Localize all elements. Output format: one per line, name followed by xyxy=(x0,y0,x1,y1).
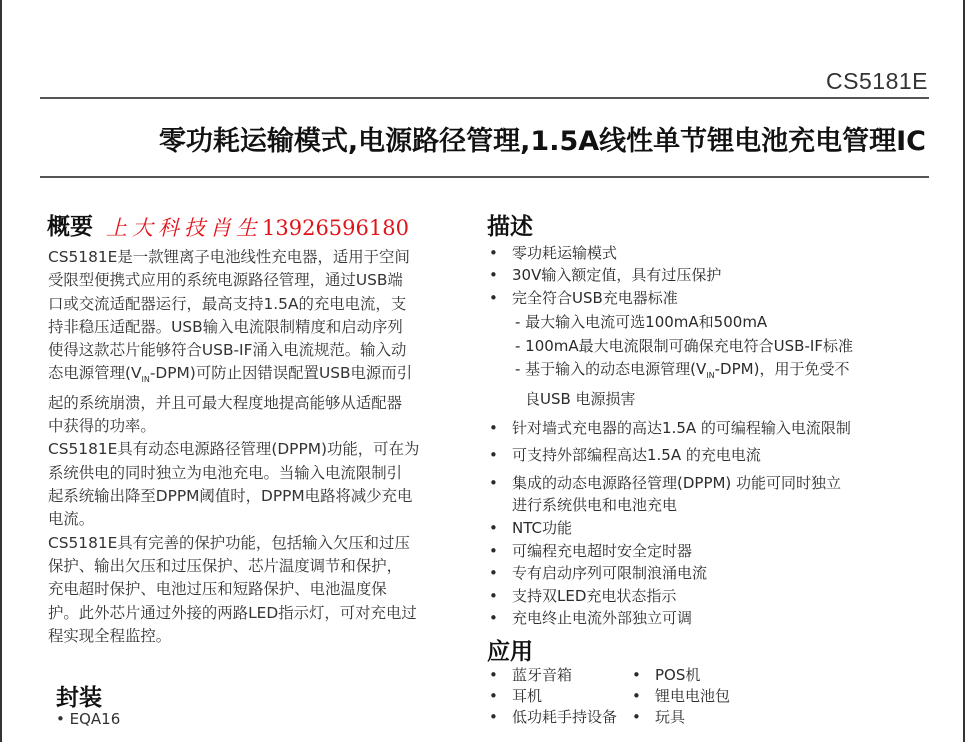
feature-text: 完全符合USB充电器标准 xyxy=(512,288,678,307)
bullet: • xyxy=(489,608,498,627)
feature-subitem-text: - 100mA最大电流限制可确保充电符合USB-IF标准 xyxy=(515,336,853,355)
vin-subscript: IN xyxy=(141,375,150,385)
header-rule-top xyxy=(40,97,929,99)
feature-item xyxy=(487,540,927,562)
feature-subitem-text: - 最大输入电流可选100mA和500mA xyxy=(515,313,768,332)
feature-text: 30V输入额定值，具有过压保护 xyxy=(512,266,722,285)
overview-line: CS5181E具有完善的保护功能，包括输入欠压和过压 xyxy=(48,533,410,552)
feature-text: 可支持外部编程高达1.5A 的充电电流 xyxy=(512,446,761,465)
overview-line: 中获得的功率。 xyxy=(48,417,156,436)
bullet: • xyxy=(489,446,498,465)
bullet: • xyxy=(632,666,641,684)
application-text: 低功耗手持设备 xyxy=(512,708,618,727)
overview-line: 系统供电的同时独立为电池充电。当输入电流限制引 xyxy=(48,463,402,482)
watermark-phone: 13926596180 xyxy=(262,216,409,240)
datasheet-title: 零功耗运输模式,电源路径管理,1.5A线性单节锂电池充电管理IC xyxy=(158,126,926,157)
part-number: CS5181E xyxy=(826,68,928,94)
bullet: • xyxy=(632,708,641,727)
application-text: 玩具 xyxy=(655,708,686,727)
feature-subitem-text: - 基于输入的动态电源管理(V xyxy=(515,360,707,379)
feature-text: 集成的动态电源路径管理(DPPM) 功能可同时独立 xyxy=(512,473,842,492)
application-item xyxy=(630,686,730,707)
feature-text: 进行系统供电和电池充电 xyxy=(512,495,678,514)
feature-item xyxy=(487,562,927,584)
applications-heading: 应用 xyxy=(487,639,533,665)
overview-line: 持非稳压适配器。USB输入电流限制精度和启动序列 xyxy=(48,317,403,336)
overview-body xyxy=(48,246,460,648)
application-text: 耳机 xyxy=(512,687,543,706)
application-text: 蓝牙音箱 xyxy=(512,666,573,684)
bullet: • xyxy=(489,418,498,437)
feature-item xyxy=(487,517,927,539)
header-rule-bottom xyxy=(40,176,929,178)
bullet: • xyxy=(489,666,498,684)
feature-subitem xyxy=(487,335,927,358)
bullet: • xyxy=(489,473,498,492)
applications-list-col1 xyxy=(487,665,617,729)
application-item xyxy=(487,686,617,707)
overview-line: 电流。 xyxy=(48,510,95,529)
bullet: • xyxy=(489,687,498,706)
bullet: • xyxy=(489,564,498,583)
watermark-text: 上大科技肖生 xyxy=(106,216,262,240)
bullet: • xyxy=(489,266,498,285)
feature-item xyxy=(487,472,927,494)
overview-line: CS5181E具有动态电源路径管理(DPPM)功能，可在为 xyxy=(48,440,420,459)
feature-subitem xyxy=(487,311,927,334)
overview-line: CS5181E是一款锂离子电池线性充电器，适用于空间 xyxy=(48,248,410,266)
feature-item xyxy=(487,607,927,629)
feature-item xyxy=(487,444,927,466)
application-item xyxy=(630,707,730,728)
overview-line: 受限型便携式应用的系统电源路径管理，通过USB端 xyxy=(48,271,403,290)
overview-line-part: -DPM)可防止因错误配置USB电源而引 xyxy=(149,364,413,383)
overview-line xyxy=(48,362,460,391)
feature-text: 专有启动序列可限制浪涌电流 xyxy=(512,564,708,583)
page-frame-left xyxy=(0,0,2,742)
bullet: • xyxy=(489,288,498,307)
bullet: • xyxy=(489,541,498,560)
package-item: • EQA16 xyxy=(56,710,121,728)
vin-subscript: IN xyxy=(706,371,715,381)
overview-line: 使得这款芯片能够符合USB-IF涌入电流规范。输入动 xyxy=(48,341,407,360)
feature-item xyxy=(487,585,927,607)
application-item xyxy=(630,665,730,686)
application-item xyxy=(487,665,617,686)
feature-item xyxy=(487,264,927,286)
feature-item xyxy=(487,242,927,264)
bullet: • xyxy=(632,687,641,706)
features-heading: 描述 xyxy=(487,214,533,240)
contact-watermark xyxy=(106,212,409,242)
features-list xyxy=(487,242,927,629)
overview-line: 充电超时保护、电池过压和短路保护、电池温度保 xyxy=(48,580,387,599)
page-frame-right xyxy=(963,0,965,742)
bullet: • xyxy=(489,586,498,605)
overview-line: 口或交流适配器运行，最高支持1.5A的充电电流，支 xyxy=(48,294,407,313)
feature-text: 零功耗运输模式 xyxy=(512,244,618,262)
feature-text: 针对墙式充电器的高达1.5A 的可编程输入电流限制 xyxy=(512,418,851,437)
bullet: • xyxy=(489,519,498,538)
overview-line: 程实现全程监控。 xyxy=(48,626,172,645)
applications-list-col2 xyxy=(630,665,730,729)
application-item xyxy=(487,707,617,728)
feature-subitem-text: -DPM)，用于免受不 xyxy=(714,360,850,379)
overview-line: 起系统输出降至DPPM阈值时，DPPM电路将减少充电 xyxy=(48,487,413,506)
bullet: • xyxy=(489,244,498,262)
bullet: • xyxy=(489,708,498,727)
overview-line: 保护、输出欠压和过压保护、芯片温度调节和保护， xyxy=(48,556,402,575)
overview-line: 起的系统崩溃，并且可最大程度地提高能够从适配器 xyxy=(48,393,402,412)
feature-item xyxy=(487,287,927,309)
overview-line-part: 态电源管理(V xyxy=(48,364,142,383)
feature-text: 支持双LED充电状态指示 xyxy=(512,586,677,605)
feature-text: 可编程充电超时安全定时器 xyxy=(512,541,693,560)
feature-item-continuation xyxy=(487,494,927,516)
feature-text: 充电终止电流外部独立可调 xyxy=(512,608,693,627)
feature-item xyxy=(487,417,927,439)
package-heading: 封装 xyxy=(56,685,102,711)
feature-subitem-text: 良USB 电源损害 xyxy=(525,389,636,408)
application-text: 锂电电池包 xyxy=(655,687,731,706)
feature-subitem xyxy=(487,358,927,388)
feature-text: NTC功能 xyxy=(512,519,572,538)
overview-heading: 概要 xyxy=(47,214,93,240)
application-text: POS机 xyxy=(655,666,701,684)
feature-subitem-continuation xyxy=(487,388,927,410)
overview-line: 护。此外芯片通过外接的两路LED指示灯，可对充电过 xyxy=(48,603,417,622)
